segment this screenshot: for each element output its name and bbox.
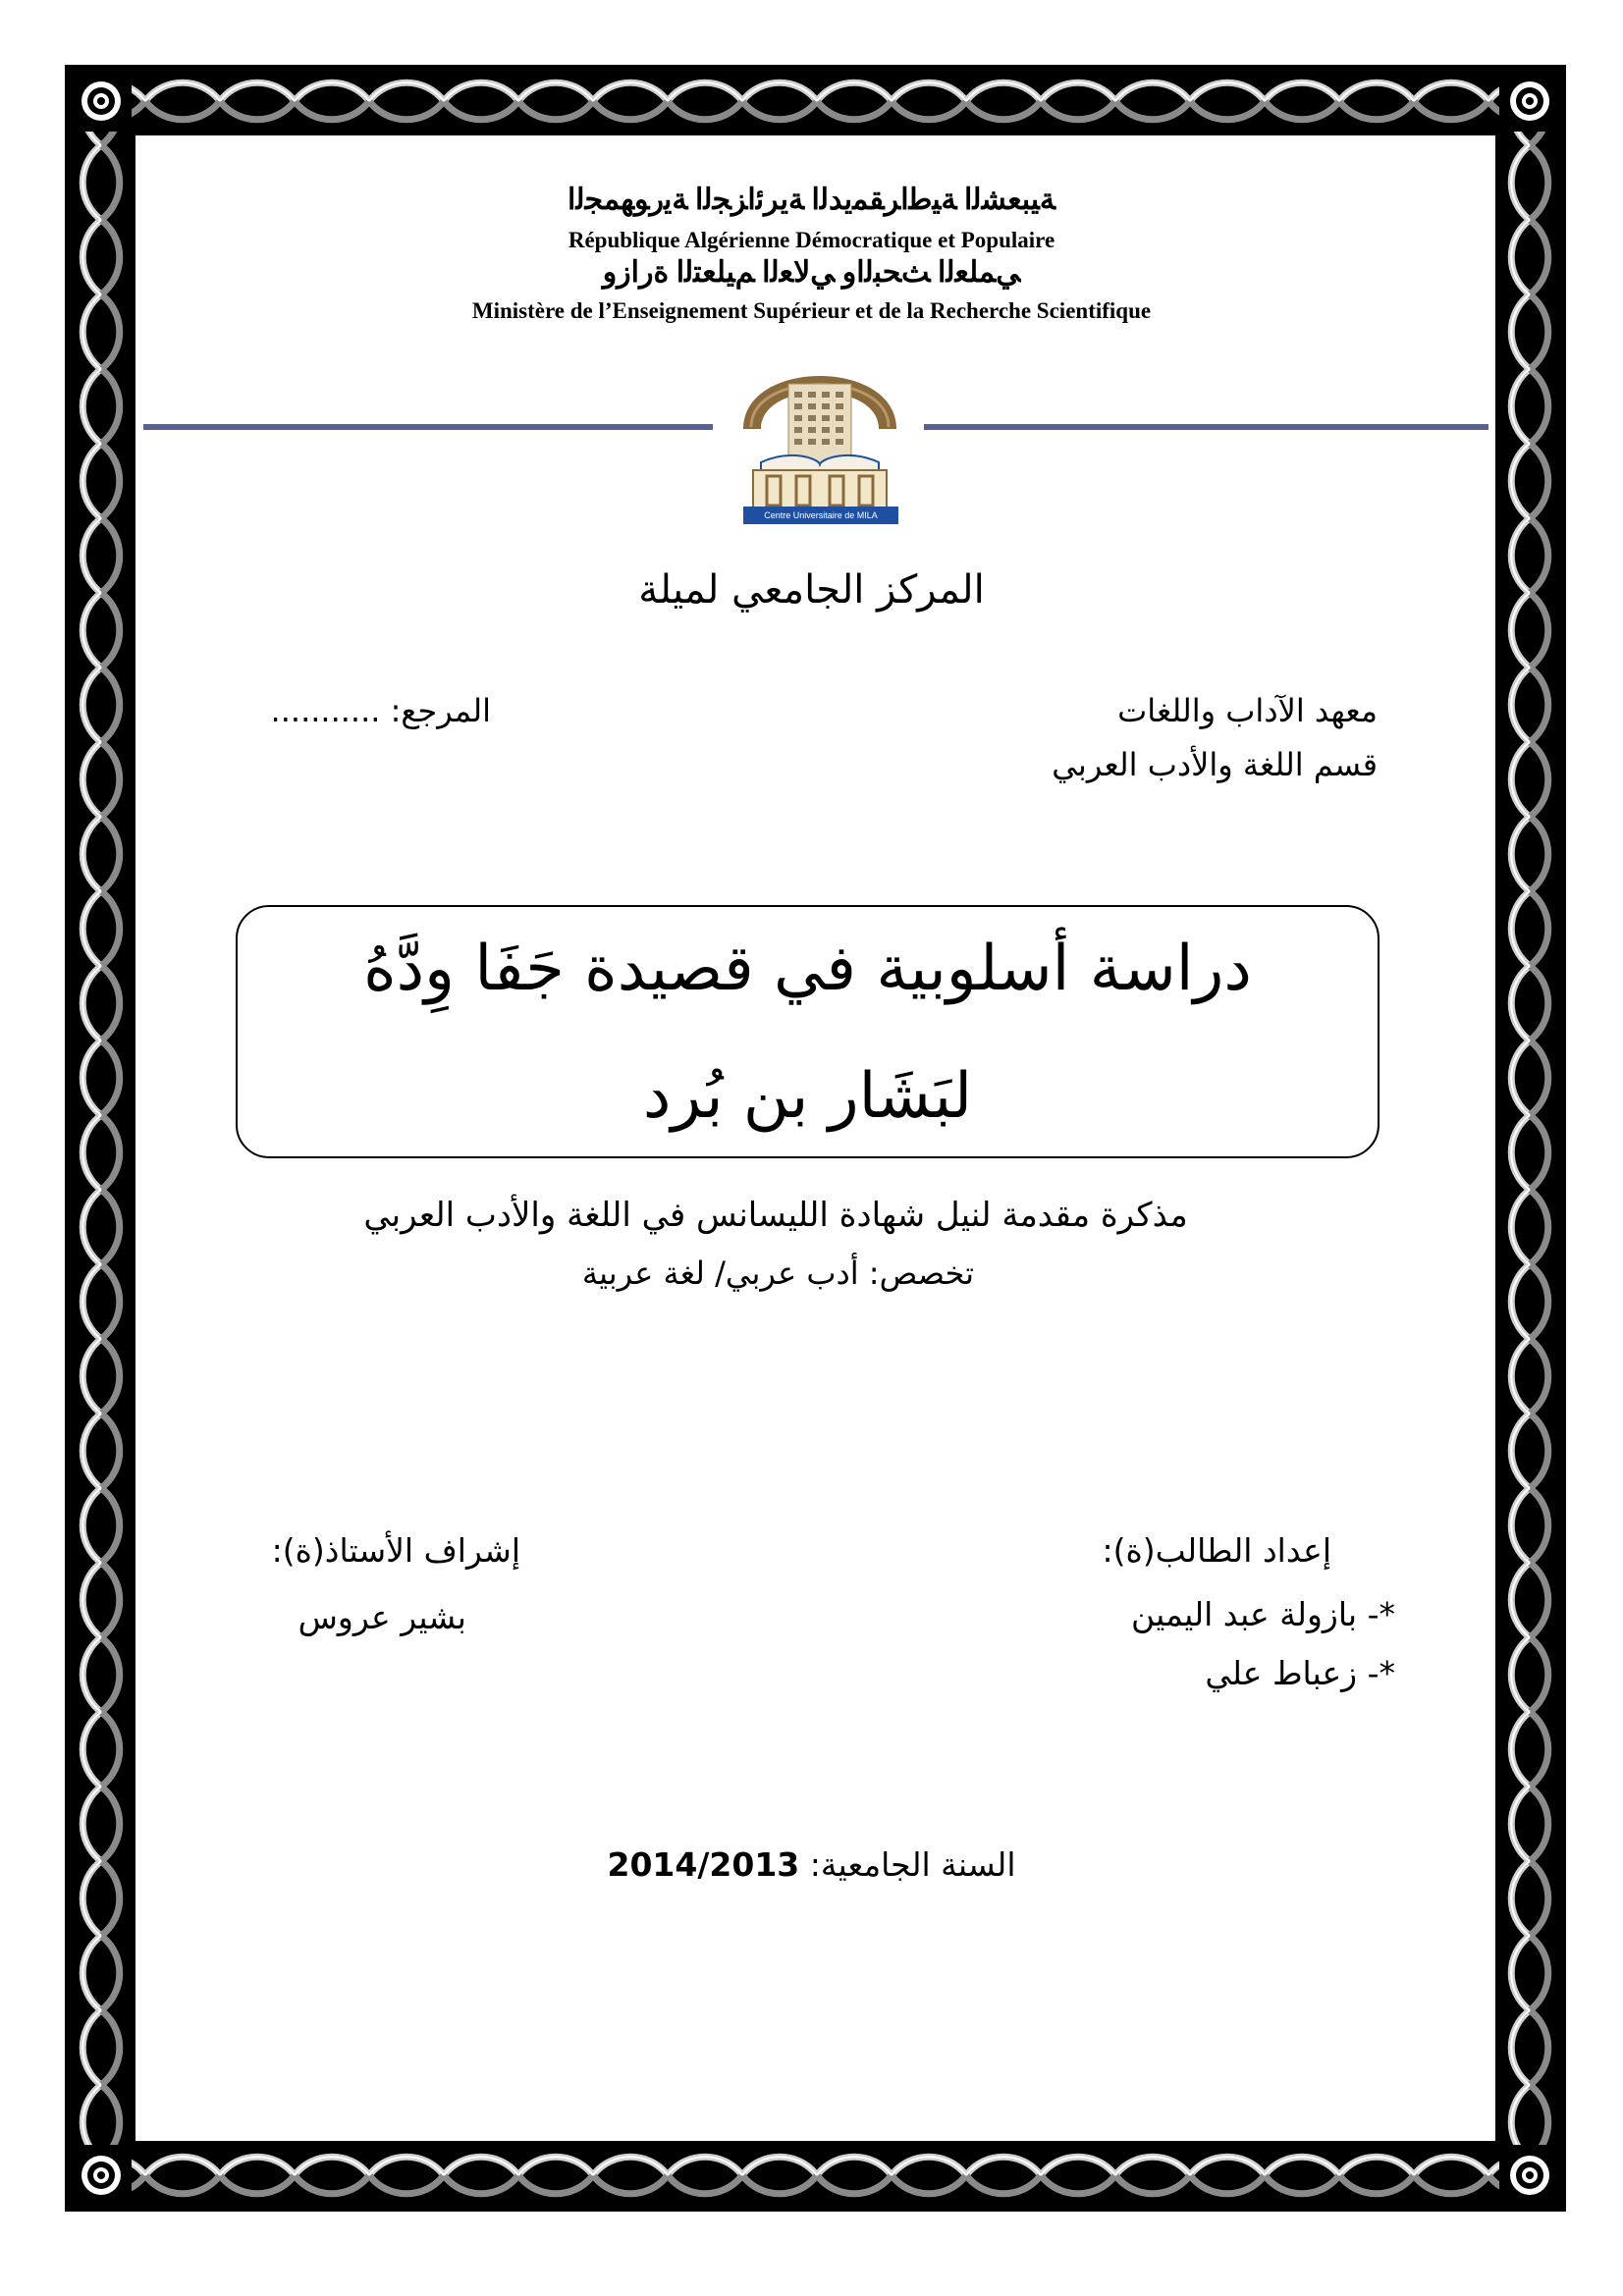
student-name: *- زعباط علي — [1205, 1654, 1395, 1692]
border-corner-ornament — [1499, 2145, 1560, 2206]
ministry-fr-heading: Ministère de l’Enseignement Supérieur et de la Recherche Scientifique — [471, 298, 1152, 323]
university-centre-name: المركز الجامعي لميلة — [638, 567, 985, 613]
student-name: *- بازولة عبد اليمين — [1130, 1595, 1395, 1633]
border-band-right — [1499, 71, 1560, 2206]
supervisor-label: إشراف الأستاذ(ة): — [271, 1531, 520, 1570]
department-name: قسم اللغة والأدب العربي — [1052, 746, 1378, 783]
thesis-title-line-1: دراسة أسلوبية في قصيدة جَفَا وِدَّهُ — [363, 933, 1252, 1005]
supervisor-name: بشير عروس — [298, 1598, 466, 1636]
republic-fr-heading: République Algérienne Démocratique et Populaire — [568, 228, 1055, 252]
reference-field: المرجع: ........... — [270, 692, 491, 729]
university-building-logo — [731, 339, 908, 527]
border-corner-ornament — [71, 2145, 132, 2206]
ministry-ar-heading: ﻲﻤﻠﻌﻟﺍ ﺚﺤﺒﻟﺍﻭ ﻲﻟﺎﻌﻟﺍ ﻢﻴﻠﻌﺘﻟﺍ ﺓﺭﺍﺯﻭ — [602, 256, 1021, 289]
institute-name: معهد الآداب واللغات — [1117, 692, 1378, 729]
header-rule-right — [924, 424, 1488, 430]
academic-year — [0, 1845, 1623, 1884]
prepared-by-label: إعداد الطالب(ة): — [1102, 1531, 1331, 1570]
academic-year-value: 2014/2013 — [607, 1845, 800, 1884]
border-band-bottom — [71, 2145, 1560, 2206]
border-corner-ornament — [71, 71, 132, 132]
border-band-top — [71, 71, 1560, 132]
republic-ar-heading: ﺔﻴﺒﻌﺸﻟﺍ ﺔﻴﻃﺍﺮﻘﻤﻳﺪﻟﺍ ﺔﻳﺮﺋﺍﺰﺠﻟﺍ ﺔﻳﺭﻮﻬﻤﺠﻟﺍ — [568, 184, 1055, 216]
specialization: تخصص: أدب عربي/ لغة عربية — [581, 1255, 975, 1292]
academic-year-label: السنة الجامعية: — [809, 1845, 1016, 1884]
thesis-title-line-2: لبَشَار بن بُرد — [642, 1060, 973, 1133]
border-band-left — [71, 71, 132, 2206]
border-corner-ornament — [1499, 71, 1560, 132]
header-rule-left — [143, 424, 713, 430]
logo-caption: Centre Universitaire de MILA — [743, 507, 898, 524]
memo-description: مذكرة مقدمة لنيل شهادة الليسانس في اللغة والأدب العربي — [363, 1196, 1188, 1235]
